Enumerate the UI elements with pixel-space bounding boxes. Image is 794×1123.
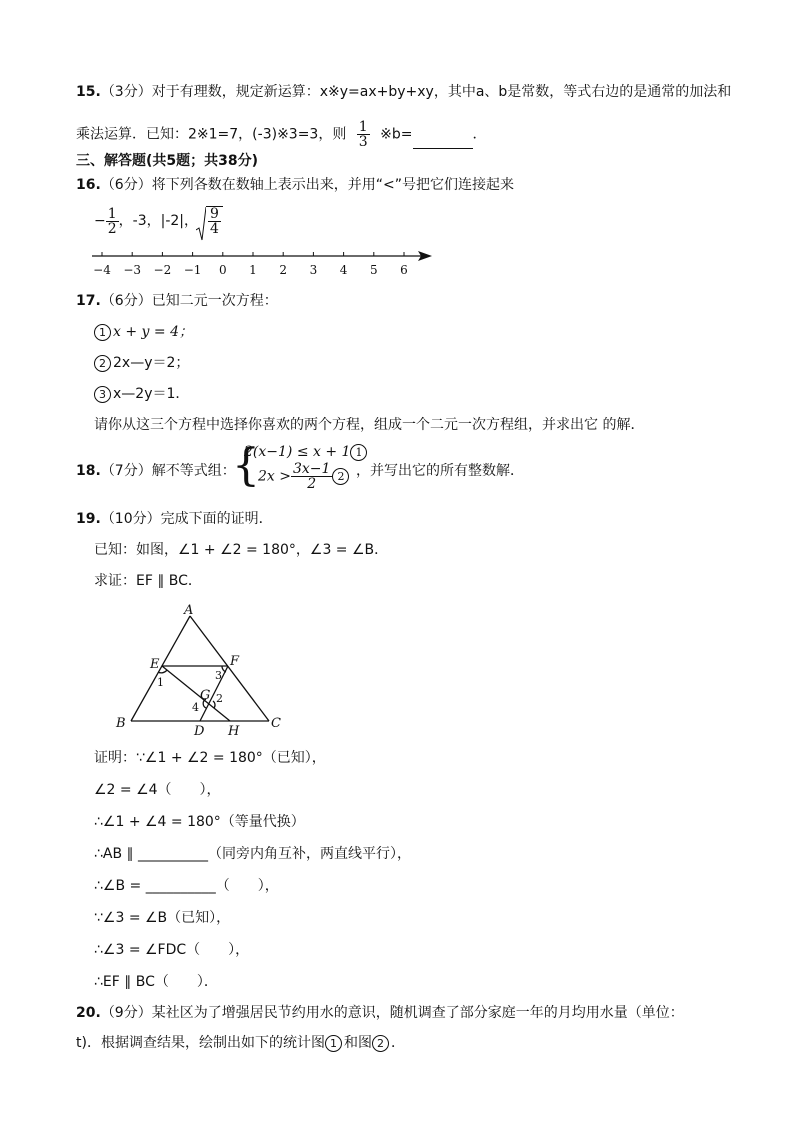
answer-blank[interactable] bbox=[413, 134, 473, 149]
q15-end: ． bbox=[472, 126, 487, 143]
proof-line-4: ∴AB ∥ __________（同旁内角互补，两直线平行）， bbox=[94, 846, 411, 862]
axis-tick-label: −2 bbox=[153, 263, 172, 277]
geometry-figure bbox=[110, 604, 290, 740]
label-3: 3 bbox=[215, 669, 222, 682]
q16-sep: ，-3，|-2|， bbox=[118, 213, 199, 229]
proof-line-2: ∠2 = ∠4（ ）， bbox=[94, 782, 221, 798]
label-G: G bbox=[200, 688, 211, 703]
frac-denominator: 2 bbox=[107, 220, 117, 237]
axis-tick-label: −4 bbox=[93, 263, 111, 277]
ineq1-text: 2(x−1) ≤ x + 1 bbox=[244, 444, 351, 460]
ineq2-fraction bbox=[291, 462, 332, 491]
equation-1: x + y = 4； bbox=[113, 324, 193, 340]
q15-fraction bbox=[357, 120, 370, 149]
q19-line: 19.（10分）完成下面的证明． bbox=[76, 511, 273, 527]
proof-line-5: ∴∠B = __________（ ）， bbox=[94, 878, 279, 894]
q20-line1: 20.（9分）某社区为了增强居民节约用水的意识，随机调查了部分家庭一年的月均用水量（单位： bbox=[76, 1005, 684, 1021]
number-line bbox=[88, 246, 438, 280]
frac-denominator: 3 bbox=[358, 134, 368, 150]
equation-2: 2x—y＝2； bbox=[113, 355, 190, 371]
label-C: C bbox=[271, 716, 281, 731]
q20-number: 20 bbox=[76, 1005, 96, 1021]
axis-tick-label: −3 bbox=[123, 263, 142, 277]
q20-text-3: 和图 bbox=[343, 1035, 372, 1051]
q15-text-3: ※b= bbox=[380, 126, 413, 143]
minus-sign: − bbox=[94, 213, 106, 229]
inequality-1 bbox=[244, 443, 369, 461]
q20-line2 bbox=[76, 1034, 405, 1052]
q16-numbers bbox=[94, 206, 223, 242]
label-A: A bbox=[184, 604, 194, 618]
q17-line: 17.（6分）已知二元一次方程： bbox=[76, 293, 278, 309]
circled-2: 2 bbox=[372, 1035, 389, 1052]
proof-line-6: ∵∠3 = ∠B（已知）， bbox=[94, 910, 231, 926]
q18-text: 解不等式组： bbox=[151, 463, 236, 479]
label-B: B bbox=[116, 716, 126, 731]
label-1: 1 bbox=[157, 676, 164, 689]
q17-eq1 bbox=[94, 323, 193, 341]
q19-given: 已知：如图，∠1 + ∠2 = 180°，∠3 = ∠B． bbox=[94, 542, 389, 558]
segment-AB bbox=[131, 616, 190, 721]
q17-text: 已知二元一次方程： bbox=[151, 293, 278, 309]
q18-tail: ，并写出它的所有整数解． bbox=[356, 463, 524, 479]
q19-score: （10分） bbox=[100, 511, 161, 527]
q17-instruction: 请你从这三个方程中选择你喜欢的两个方程，组成一个二元一次方程组，并求出它 的解． bbox=[94, 417, 645, 433]
circled-2: 2 bbox=[332, 468, 349, 485]
q15-line2 bbox=[76, 120, 487, 149]
frac-numerator: 9 bbox=[210, 206, 219, 222]
ineq2-lhs: 2x > bbox=[258, 468, 291, 485]
axis-tick-label: 5 bbox=[369, 263, 378, 277]
q15-line1: 15.（3分）对于有理数，规定新运算：x※y=ax+by+xy，其中a、b是常数，等式右边的是通常的加法和 bbox=[76, 84, 732, 100]
q18-score: （7分） bbox=[100, 463, 152, 479]
half-fraction bbox=[106, 207, 119, 236]
brace-icon: { bbox=[232, 440, 260, 491]
circled-2: 2 bbox=[94, 355, 111, 372]
q16-line: 16.（6分）将下列各数在数轴上表示出来，并用“<”号把它们连接起来 bbox=[76, 177, 514, 193]
q16-score: （6分） bbox=[100, 177, 152, 193]
frac-numerator: 3x−1 bbox=[292, 461, 331, 477]
label-F: F bbox=[230, 654, 240, 669]
circled-1: 1 bbox=[350, 444, 367, 461]
q19-prove: 求证：EF ∥ BC． bbox=[94, 573, 202, 589]
q19-text: 完成下面的证明． bbox=[160, 511, 273, 527]
q18-number: 18 bbox=[76, 463, 96, 479]
proof-line-8: ∴EF ∥ BC（ ）． bbox=[94, 974, 218, 990]
q15-text-2: 乘法运算．已知：2※1=7，(-3)※3=3，则 bbox=[76, 126, 347, 143]
frac-denominator: 4 bbox=[210, 221, 219, 237]
frac-numerator: 1 bbox=[107, 205, 117, 222]
axis-tick-label: 0 bbox=[218, 263, 227, 277]
q18-label: 18.（7分）解不等式组： bbox=[76, 463, 236, 479]
sqrt-expression bbox=[198, 206, 223, 236]
axis-tick-label: 3 bbox=[309, 263, 318, 277]
q15-score: （3分） bbox=[100, 84, 152, 100]
q15-number: 15 bbox=[76, 84, 96, 100]
q17-score: （6分） bbox=[100, 293, 152, 309]
q16-number: 16 bbox=[76, 177, 96, 193]
proof-line-1: 证明：∵∠1 + ∠2 = 180°（已知）， bbox=[94, 750, 326, 766]
label-H: H bbox=[228, 724, 240, 739]
inequality-2 bbox=[258, 462, 351, 492]
radical-icon bbox=[196, 206, 206, 242]
sqrt-fraction bbox=[208, 207, 221, 236]
angle-3-arc bbox=[222, 666, 226, 672]
circled-3: 3 bbox=[94, 386, 111, 403]
q19-number: 19 bbox=[76, 511, 96, 527]
q17-eq3 bbox=[94, 385, 189, 403]
circled-1: 1 bbox=[325, 1035, 342, 1052]
axis-tick-label: 1 bbox=[249, 263, 257, 277]
label-4: 4 bbox=[192, 701, 199, 714]
q15-text: 对于有理数，规定新运算：x※y=ax+by+xy，其中a、b是常数，等式右边的是通常的加法和 bbox=[151, 84, 732, 100]
q20-text-2: t)．根据调查结果，绘制出如下的统计图 bbox=[76, 1035, 325, 1051]
q17-eq2 bbox=[94, 354, 189, 372]
q17-number: 17 bbox=[76, 293, 96, 309]
axis-tick-label: −1 bbox=[183, 263, 202, 277]
axis-tick-label: 2 bbox=[279, 263, 288, 277]
axis-tick-label: 4 bbox=[339, 263, 348, 277]
label-D: D bbox=[194, 724, 205, 739]
label-2: 2 bbox=[216, 692, 223, 705]
q20-text: 某社区为了增强居民节约用水的意识，随机调查了部分家庭一年的月均用水量（单位： bbox=[151, 1005, 684, 1021]
circled-1: 1 bbox=[94, 324, 111, 341]
frac-numerator: 1 bbox=[358, 119, 368, 135]
axis-tick-label: 6 bbox=[400, 263, 408, 277]
q20-score: （9分） bbox=[100, 1005, 152, 1021]
frac-denominator: 2 bbox=[307, 476, 317, 492]
q20-end: ． bbox=[390, 1035, 405, 1051]
q16-text: 将下列各数在数轴上表示出来，并用“<”号把它们连接起来 bbox=[151, 177, 514, 193]
section-title: 三、解答题(共5题；共38分) bbox=[76, 153, 259, 169]
proof-line-3: ∴∠1 + ∠4 = 180°（等量代换） bbox=[94, 814, 305, 830]
proof-line-7: ∴∠3 = ∠FDC（ ）， bbox=[94, 942, 250, 958]
label-E: E bbox=[150, 657, 160, 672]
equation-3: x—2y＝1． bbox=[113, 386, 190, 402]
